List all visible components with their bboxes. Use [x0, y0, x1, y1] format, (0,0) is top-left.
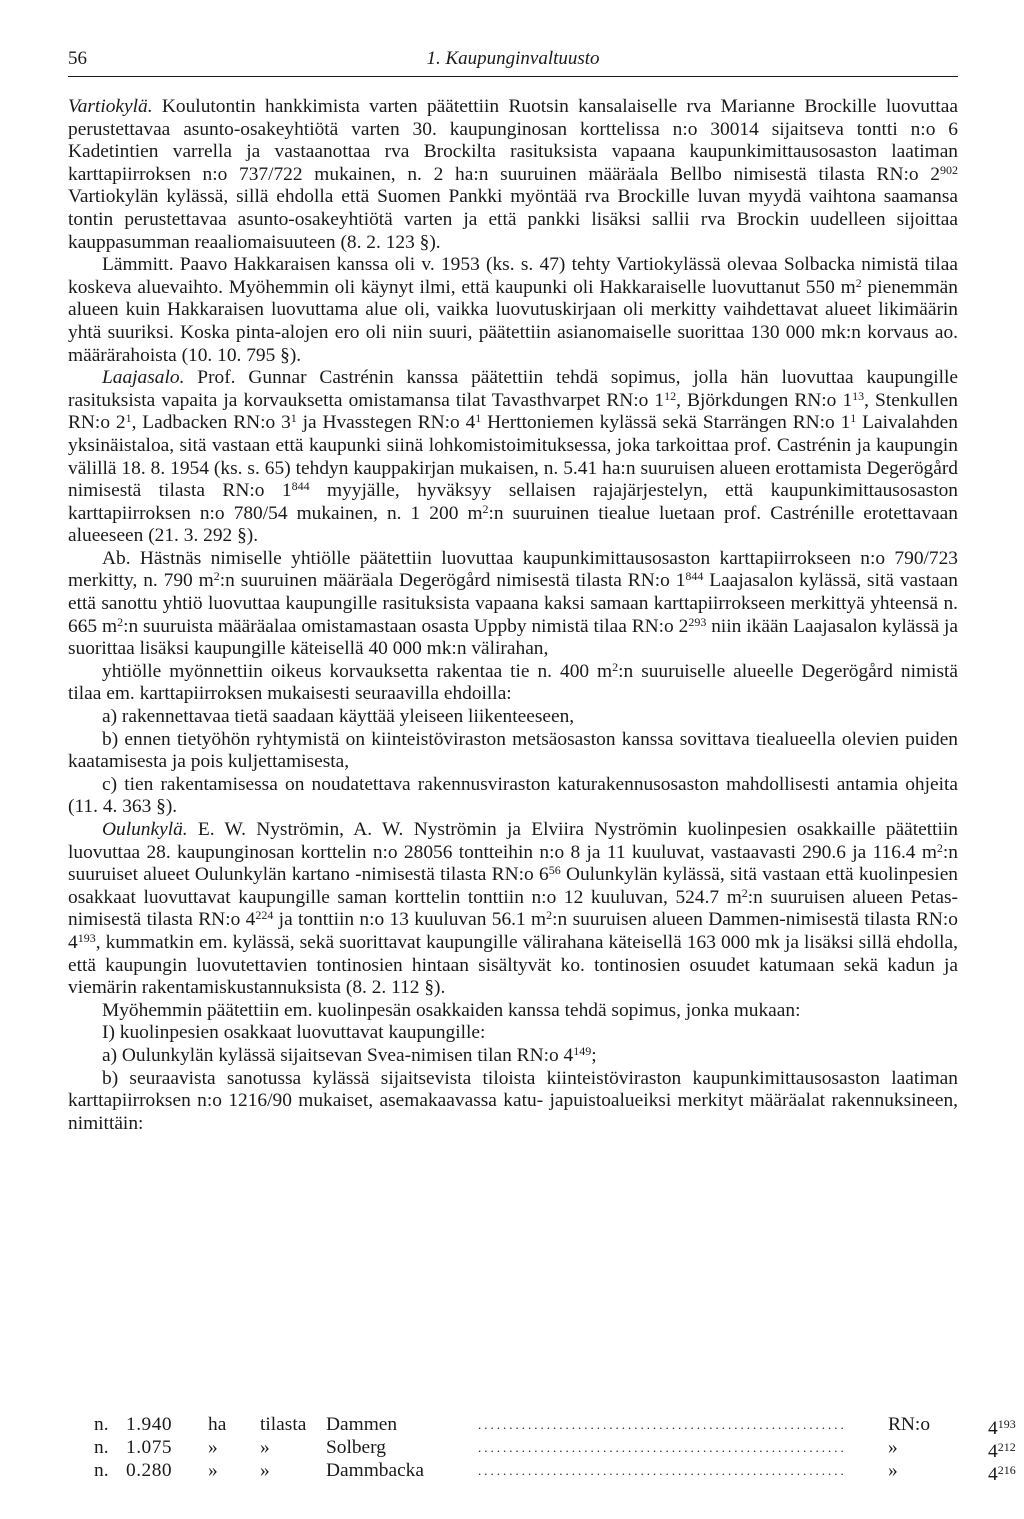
- running-head: 1. Kaupunginvaltuusto: [426, 48, 600, 69]
- leader-dots: ...........................................................: [478, 1463, 847, 1478]
- paragraph-text: Myöhemmin päätettiin em. kuolinpesän osakkaiden kanssa tehdä sopimus, jonka mukaan:: [102, 999, 801, 1021]
- parcel-prefix: n.: [94, 1414, 109, 1435]
- paragraph: [68, 367, 958, 548]
- leader-dots: ...........................................................: [478, 1440, 847, 1455]
- paragraph: [68, 96, 958, 254]
- parcel-row: [68, 1459, 1016, 1485]
- paragraph: [68, 819, 958, 1000]
- paragraph-text: Koulutontin hankkimista varten päätettiin Ruotsin kansalaiselle rva Marianne Brockille luovuttaa perustettavaa asunto-osakeyhtiötä varten 30. kaupunginosan korttelissa n:o 30014 sijaitseva tontti n:o 6 Kadetintien varrella ja vastaanottaa rva Brockilta rasituksista vapaana kaupunkimittausosaston laatiman karttapiirroksen n:o 737/722 mukainen, n. 2 ha:n suuruinen määräala Bellbo nimisestä tilasta RN:o $2^{902}$ Vartiokylän kylässä, sillä ehdolla että Suomen Pankki myöntää rva Brockille luvan myydä vaihtona saamansa tontin perustettavaa asunto-osakeyhtiötä varten ja että pankki lisäksi sallii rva Brockin uudelleen sijoittaa kauppasumman reaaliomaisuuteen (8. 2. 123 §).: [68, 96, 958, 253]
- paragraph-text: a) rakennettavaa tietä saadaan käyttää yleiseen liikenteeseen,: [102, 706, 575, 728]
- parcel-rn: »: [888, 1437, 898, 1458]
- parcel-rn: RN:o: [888, 1414, 931, 1435]
- parcel-name: Solberg: [326, 1437, 386, 1458]
- parcel-row: [68, 1413, 1016, 1439]
- body-text: [68, 96, 958, 1135]
- paragraph-text: E. W. Nyströmin, A. W. Nyströmin ja Elviira Nyströmin kuolinpesien osakkaille päätettiin luovuttaa 28. kaupunginosan korttelin n:o 28056 tontteihin n:o 8 ja 11 kuuluvat, vastaavasti 290.6 ja 116.4 $m^2:n$ suuruiset alueet Oulunkylän kartano -nimisestä tilasta RN:o $6^{56}$ Oulunkylän kylässä, sitä vastaan että kuolinpesien osakkaat luovuttavat kaupungille saman korttelin tonttiin n:o 12 kuuluvan, 524.7 $m^2:n$ suuruisen alueen Petas-nimisestä tilasta RN:o $4^{224}$ ja tonttiin n:o 13 kuuluvan 56.1 $m^2:n$ suuruisen alueen Dammen-nimisestä tilasta RN:o $4^{193}$, kummatkin em. kylässä, sekä suorittavat kaupungille välirahana käteisellä 163 000 mk ja lisäksi sillä ehdolla, että kaupungin luovutettavien tontinosien hintaan sisältyvät ko. tontinosien osuudet katumaan sekä kadun ja viemärin rakentamiskustannuksista (8. 2. 112 §).: [68, 819, 958, 999]
- parcel-unit: »: [208, 1437, 218, 1458]
- parcel-source: »: [260, 1460, 270, 1481]
- parcel-lot-sup: 212: [997, 1440, 1016, 1454]
- paragraph: [68, 1022, 958, 1045]
- paragraph: [68, 1045, 958, 1068]
- paragraph-text: Ab. Hästnäs nimiselle yhtiölle päätettiin luovuttaa kaupunkimittausosaston karttapiirrokseen n:o 790/723 merkitty, n. 790 $m^2:n$ suuruinen määräala Degerögård nimisestä tilasta RN:o $1^{844}$ Laajasalon kylässä, sitä vastaan että sanottu yhtiö luovuttaa kaupungille rasituksista vapaana kaksi samaan karttapiirrokseen merkittyä yhteensä n. 665 $m^2:n$ suuruista määräalaa omistamastaan osasta Uppby nimistä tilaa RN:o $2^{293}$ niin ikään Laajasalon kylässä ja suorittaa lisäksi kaupungille käteisellä 40 000 mk:n välirahan,: [68, 547, 959, 660]
- paragraph: [68, 774, 958, 819]
- page-header: [68, 46, 958, 77]
- paragraph-text: b) seuraavista sanotussa kylässä sijaitsevista tiloista kiinteistöviraston kaupunkimittausosaston laatiman karttapiirroksen n:o 1216/90 mukaiset, asemakaavassa katu- japuistoalueiksi merkityt määräalat rakennuksineen, nimittäin:: [68, 1067, 958, 1134]
- leader-dots: ...........................................................: [478, 1417, 847, 1432]
- parcel-name: Dammen: [326, 1414, 398, 1435]
- section-lead: Laajasalo.: [102, 367, 185, 389]
- paragraph: [68, 548, 958, 661]
- paragraph-text: a) Oulunkylän kylässä sijaitsevan Svea-nimisen tilan RN:o $4^{149}$;: [102, 1043, 597, 1066]
- parcel-lot-sup: 193: [997, 1417, 1016, 1431]
- paragraph-text: Prof. Gunnar Castrénin kanssa päätettiin tehdä sopimus, jolla hän luovuttaa kaupungille rasituksista vapaita ja korvauksetta omistamansa tilat Tavasthvarpet RN:o $1^{12}$, Björkdungen RN:o $1^{13}$, Stenkullen RN:o $2^1$, Ladbacken RN:o $3^1$ ja Hvasstegen RN:o $4^1$ Herttoniemen kylässä sekä Starrängen RN:o $1^1$ Laivalahden yksinäistaloa, sitä vastaan että kaupunki siinä lohkomistoimituksessa, joka tarkoittaa prof. Castrénin ja kaupungin välillä 18. 8. 1954 (ks. s. 65) tehdyn kauppakirjan mukaisen, n. 5.41 ha:n suuruisen alueen erottamista Degerögård nimisestä tilasta RN:o $1^{844}$ myyjälle, hyväksyy sellaisen rajajärjestelyn, että kaupunkimittausosaston karttapiirroksen n:o 780/54 mukainen, n. 1 200 $m^2:n$ suuruinen tiealue luetaan prof. Castrénille erotettavaan alueeseen (21. 3. 292 §).: [68, 367, 959, 547]
- paragraph-text: yhtiölle myönnettiin oikeus korvauksetta rakentaa tie n. 400 $m^2:n$ suuruiselle alueelle Degerögård nimistä tilaa em. karttapiirroksen mukaisesti seuraavilla ehdoilla:: [68, 659, 958, 705]
- parcel-prefix: n.: [94, 1460, 109, 1481]
- paragraph: [68, 661, 958, 706]
- section-lead: Vartiokylä.: [68, 96, 153, 117]
- parcel-unit: »: [208, 1460, 218, 1481]
- paragraph: [68, 254, 958, 367]
- parcel-name: Dammbacka: [326, 1460, 424, 1481]
- paragraph: [68, 706, 958, 729]
- parcel-area: 0.280: [126, 1460, 173, 1481]
- paragraph-text: Lämmitt. Paavo Hakkaraisen kanssa oli v. 1953 (ks. s. 47) tehty Vartiokylässä olevaa Solbacka nimistä tilaa koskeva aluevaihto. Myöhemmin oli käynyt ilmi, että kaupunki oli Hakkaraiselle luovuttanut 550 $m^2$ pienemmän alueen kuin Hakkaraisen luovuttama alue oli, vaikka luovutuskirjaan oli merkitty vaihdettavat alueet likimäärin yhtä suuriksi. Koska pinta-alojen ero oli niin suuri, päätettiin asianomaiselle suorittaa 130 000 mk:n korvaus ao. määrärahoista (10. 10. 795 §).: [68, 254, 958, 366]
- parcel-area: 1.940: [126, 1414, 173, 1435]
- parcel-source: tilasta: [260, 1414, 307, 1435]
- parcel-lot: $4^{212}$: [988, 1440, 1016, 1462]
- parcel-unit: ha: [208, 1414, 227, 1435]
- paragraph: [68, 729, 958, 774]
- parcel-lot-sup: 216: [997, 1463, 1016, 1477]
- paragraph: [68, 1068, 958, 1136]
- parcel-prefix: n.: [94, 1437, 109, 1458]
- paragraph-text: I) kuolinpesien osakkaat luovuttavat kaupungille:: [102, 1022, 486, 1044]
- parcel-lot: $4^{216}$: [988, 1463, 1016, 1485]
- paragraph-text: c) tien rakentamisessa on noudatettava rakennusviraston katurakennusosaston mahdollisesti antamia ohjeita (11. 4. 363 §).: [68, 773, 958, 818]
- paragraph-text: b) ennen tietyöhön ryhtymistä on kiinteistöviraston metsäosaston kanssa sovittava tiealueella olevien puiden kaatamisesta ja pois kuljettamisesta,: [68, 728, 958, 773]
- parcel-area: 1.075: [126, 1437, 173, 1458]
- page-number: 56: [68, 48, 87, 69]
- parcel-lot: $4^{193}$: [988, 1417, 1016, 1439]
- section-lead: Oulunkylä.: [102, 819, 188, 840]
- parcel-source: »: [260, 1437, 270, 1458]
- parcel-list: [68, 1413, 1016, 1485]
- paragraph: [68, 1000, 958, 1023]
- parcel-rn: »: [888, 1460, 898, 1481]
- parcel-row: [68, 1436, 1016, 1462]
